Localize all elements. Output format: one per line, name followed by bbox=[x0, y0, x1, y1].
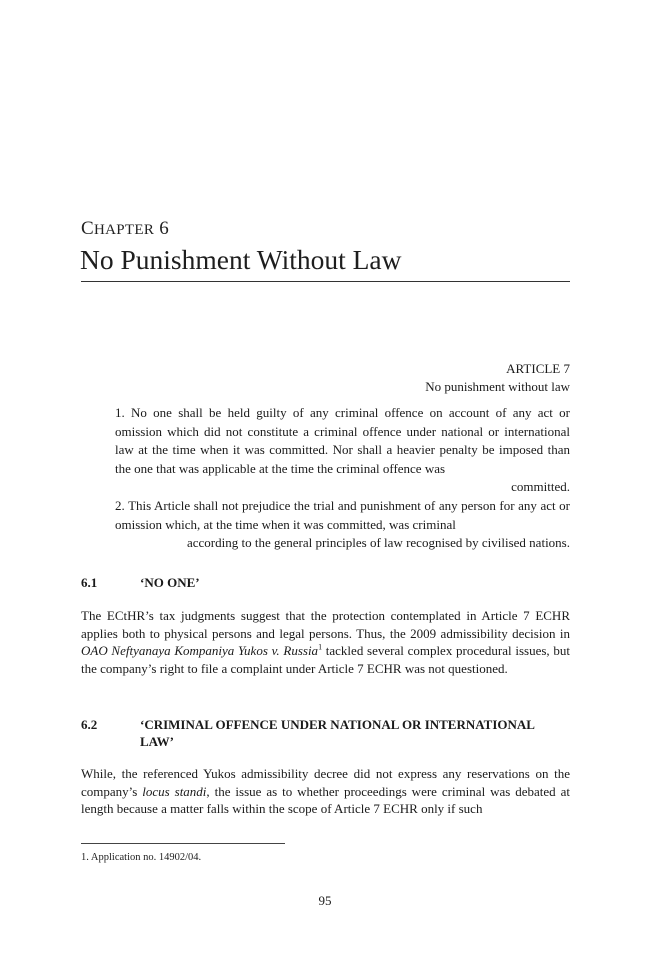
article-paragraph-2 bbox=[115, 497, 570, 553]
section-6-2-text-a: While, the referenced Yukos admissibility decree did not express any reservations on the company’s bbox=[81, 766, 570, 799]
section-6-1-text-a: The ECtHR’s tax judgments suggest that the protection contemplated in Article 7 ECHR applies both to physical persons and legal persons. Thus, the 2009 admissibility decision in bbox=[81, 608, 570, 641]
article-paragraph-2-body: 2. This Article shall not prejudice the trial and punishment of any person for any act or omission which, at the time when it was committed, was criminal bbox=[115, 498, 570, 532]
footnote-rule bbox=[81, 843, 285, 844]
footnote-reference[interactable]: 1 bbox=[318, 642, 323, 652]
section-6-1-number: 6.1 bbox=[81, 575, 98, 590]
article-heading: ARTICLE 7 bbox=[506, 361, 570, 376]
article-paragraph-1-body: 1. No one shall be held guilty of any criminal offence on account of any act or omission which did not constitute a criminal offence under national or international law at the time when it was committed. Nor shall a heavier penalty be imposed than the one that was applicable at the time the criminal offence was bbox=[115, 405, 570, 476]
section-6-1-title: ‘NO ONE’ bbox=[140, 575, 200, 590]
case-name: OAO Neftyanaya Kompaniya Yukos v. Russia bbox=[81, 643, 319, 658]
section-6-2-number: 6.2 bbox=[81, 717, 98, 732]
section-6-2-paragraph bbox=[81, 765, 570, 818]
section-6-2-text-b: , the issue as to whether proceedings were criminal was debated at length because a matter falls within the scope of Article 7 ECHR only if such bbox=[81, 783, 570, 816]
chapter-number: 6 bbox=[159, 218, 169, 239]
chapter-label-rest: HAPTER bbox=[93, 222, 155, 238]
chapter-title-rule bbox=[81, 281, 570, 282]
article-heading-block bbox=[425, 360, 570, 396]
footnote: 1. Application no. 14902/04. bbox=[81, 852, 202, 863]
page-number: 95 bbox=[318, 893, 332, 908]
chapter-label bbox=[81, 218, 169, 240]
section-6-2-heading bbox=[81, 716, 570, 750]
locus-standi-term: locus standi bbox=[142, 783, 207, 799]
article-paragraph-1 bbox=[115, 404, 570, 497]
section-6-1-text-b: tackled several complex procedural issues, but the company’s right to file a complaint under Article 7 ECHR was not questioned. bbox=[81, 643, 570, 676]
article-paragraph-1-last: committed. bbox=[511, 479, 570, 494]
article-subheading: No punishment without law bbox=[425, 379, 570, 394]
section-6-1-heading bbox=[81, 574, 570, 591]
article-paragraph-2-last: according to the general principles of law recognised by civilised nations. bbox=[186, 535, 570, 550]
section-6-2-title: ‘CRIMINAL OFFENCE UNDER NATIONAL OR INTERNATIONAL LAW’ bbox=[140, 717, 535, 749]
section-6-1-paragraph bbox=[81, 607, 570, 677]
chapter-label-initial: C bbox=[81, 218, 94, 239]
chapter-title: No Punishment Without Law bbox=[80, 244, 402, 275]
